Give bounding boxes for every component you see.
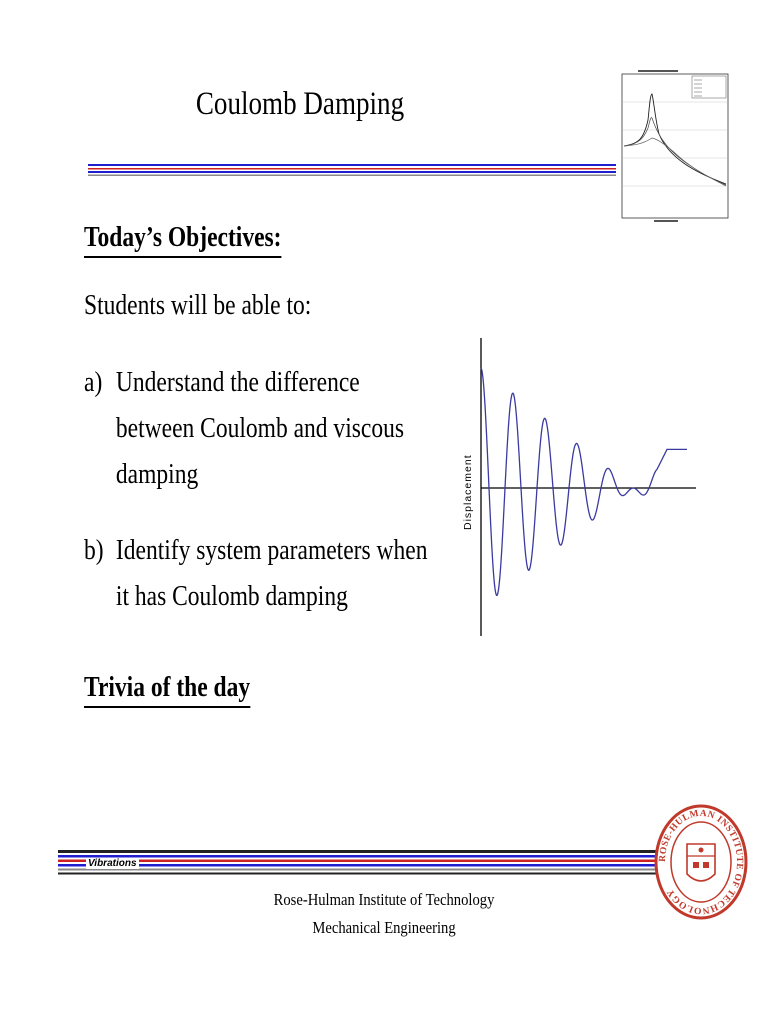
institution-name: Rose-Hulman Institute of Technology xyxy=(273,890,495,909)
objective-line: Understand the difference xyxy=(115,367,360,398)
objectives-heading: Today’s Objectives: xyxy=(84,222,282,254)
objective-marker: b) xyxy=(84,535,104,566)
objective-line: it has Coulomb damping xyxy=(115,581,348,612)
title-underline-rule xyxy=(88,164,616,176)
objective-line: Identify system parameters when xyxy=(115,535,428,566)
footer-rule xyxy=(58,848,658,878)
trivia-heading: Trivia of the day xyxy=(84,672,250,704)
slide-title: Coulomb Damping xyxy=(195,86,405,122)
frequency-response-thumbnail xyxy=(614,68,732,226)
objectives-intro: Students will be able to: xyxy=(84,290,312,321)
objective-line: damping xyxy=(115,459,199,490)
course-label: Vibrations xyxy=(88,858,137,869)
objective-marker: a) xyxy=(84,367,103,398)
objective-line: between Coulomb and viscous xyxy=(115,413,405,444)
displacement-curve xyxy=(481,368,687,595)
plot-y-label: Displacement xyxy=(462,454,474,530)
displacement-response-plot xyxy=(462,338,702,638)
seal-lettering: ROSE-HULMAN INSTITUTE OF TECHNOLOGY xyxy=(657,808,745,916)
department-name: Mechanical Engineering xyxy=(312,918,456,937)
